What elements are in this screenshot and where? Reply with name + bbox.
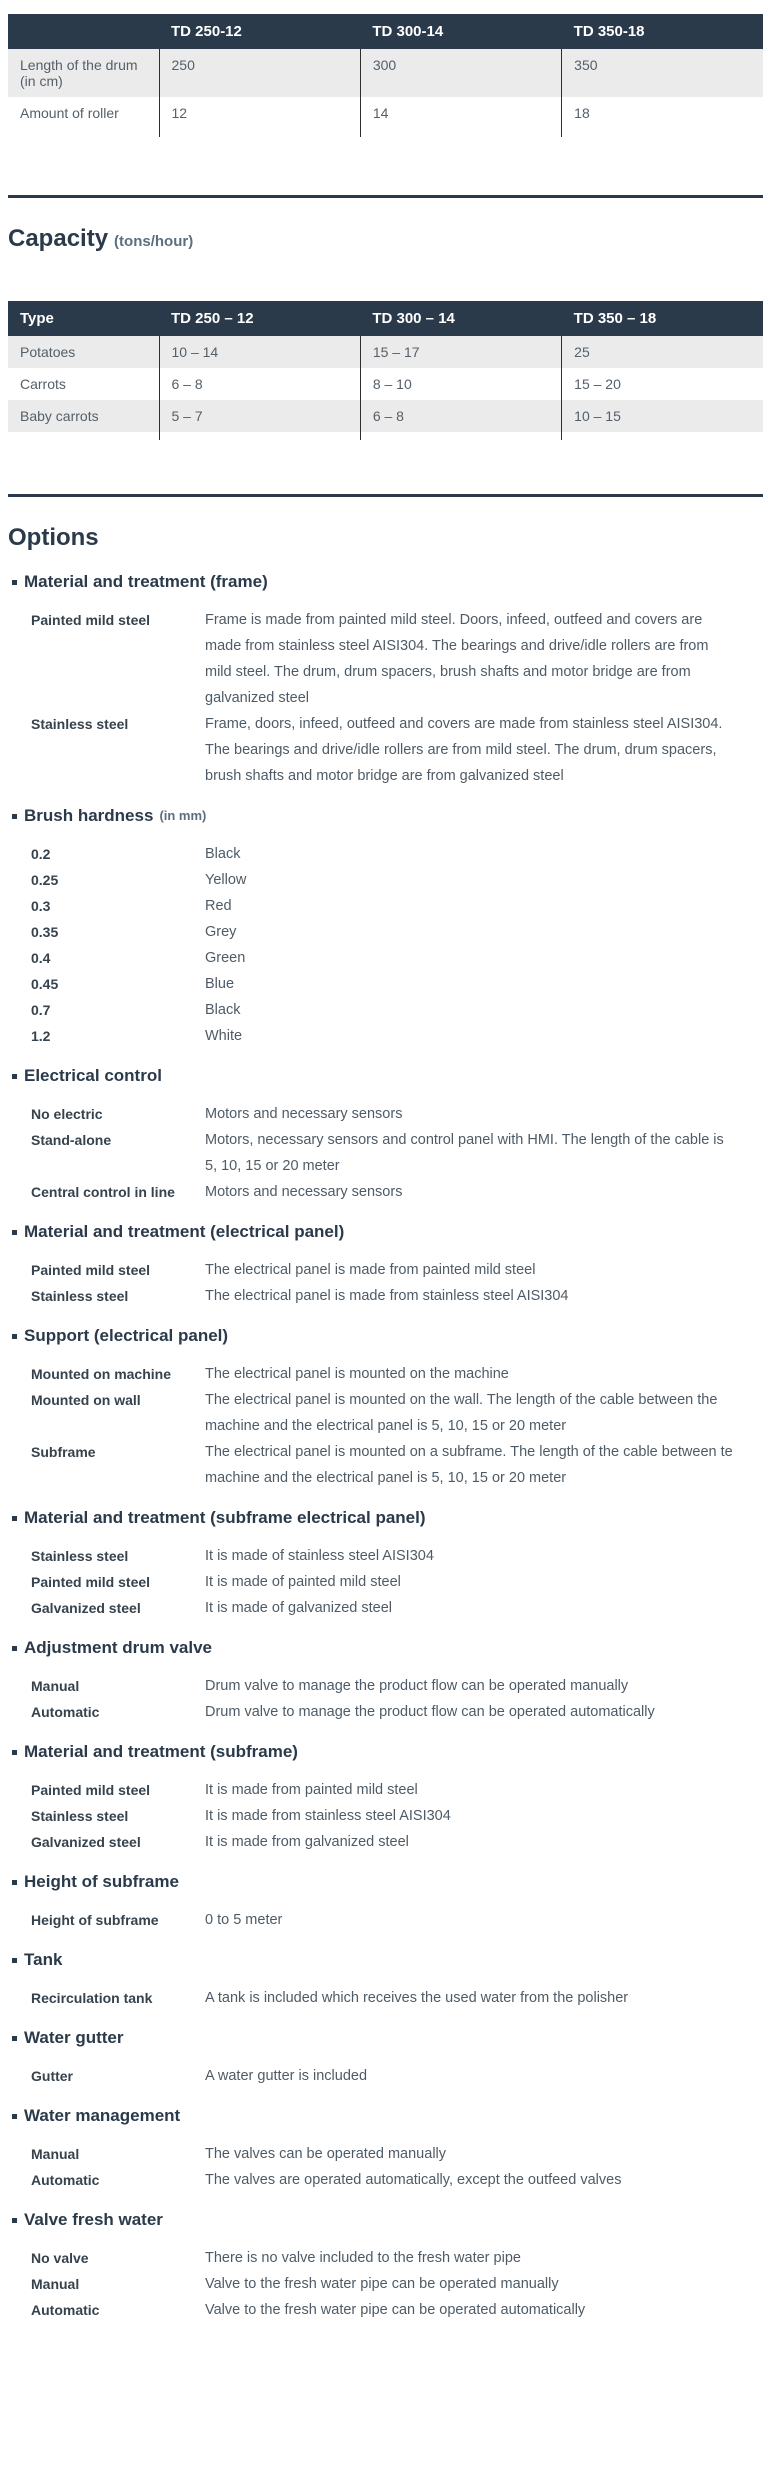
cell-value: 18 bbox=[562, 97, 763, 129]
option-section bbox=[8, 2027, 763, 2089]
option-name: Manual bbox=[31, 1678, 80, 1694]
column-header: TD 250-12 bbox=[159, 14, 360, 49]
option-description: There is no valve included to the fresh water pipe bbox=[205, 2250, 521, 2266]
capacity-table-body bbox=[8, 336, 763, 440]
option-name: 0.7 bbox=[31, 1002, 51, 1018]
cell-value: 25 bbox=[562, 336, 763, 368]
option-section-heading-text: Tank bbox=[24, 1950, 63, 1969]
cell-empty bbox=[159, 432, 360, 440]
option-section-heading-text: Material and treatment (frame) bbox=[24, 572, 268, 591]
option-name: Automatic bbox=[31, 1704, 100, 1720]
square-bullet-icon bbox=[12, 1880, 17, 1885]
option-section-unit-label: (in mm) bbox=[159, 808, 207, 823]
option-name: Subframe bbox=[31, 1444, 96, 1460]
cell-value: 5 – 7 bbox=[159, 400, 360, 432]
option-description: Black bbox=[205, 846, 241, 862]
option-name: Painted mild steel bbox=[31, 1782, 151, 1798]
option-section bbox=[8, 2209, 763, 2323]
option-section-heading bbox=[8, 1637, 763, 1659]
option-item-list bbox=[31, 1777, 763, 1855]
table-row bbox=[8, 336, 763, 368]
cell-value: 15 – 20 bbox=[562, 368, 763, 400]
option-item-list bbox=[31, 841, 763, 1049]
cell-value: 10 – 14 bbox=[159, 336, 360, 368]
option-description: A tank is included which receives the used water from the polisher bbox=[205, 1990, 629, 2006]
square-bullet-icon bbox=[12, 1516, 17, 1521]
square-bullet-icon bbox=[12, 2036, 17, 2041]
capacity-table-header-row bbox=[8, 301, 763, 336]
square-bullet-icon bbox=[12, 1074, 17, 1079]
option-name: Stainless steel bbox=[31, 1808, 129, 1824]
option-description: It is made from galvanized steel bbox=[205, 1834, 409, 1850]
option-section-heading-text: Material and treatment (subframe electrical panel) bbox=[24, 1508, 426, 1527]
option-description: Drum valve to manage the product flow can be operated automatically bbox=[205, 1704, 655, 1720]
option-name: Stainless steel bbox=[31, 1548, 129, 1564]
option-item-list bbox=[31, 1101, 763, 1205]
row-label: Baby carrots bbox=[20, 408, 99, 424]
option-section bbox=[8, 1741, 763, 1855]
option-section bbox=[8, 1221, 763, 1309]
option-name: 0.2 bbox=[31, 846, 51, 862]
cell-value: 250 bbox=[159, 49, 360, 97]
option-description: The electrical panel is mounted on the wall. The length of the cable between the machine and the electrical panel is 5, 10, 15 or 20 meter bbox=[205, 1392, 718, 1434]
spec-table-header-row bbox=[8, 14, 763, 49]
table-row bbox=[8, 368, 763, 400]
option-description: Blue bbox=[205, 976, 235, 992]
option-section bbox=[8, 1949, 763, 2011]
cell-empty bbox=[159, 129, 360, 137]
capacity-unit-label: (tons/hour) bbox=[114, 233, 194, 250]
option-name: Painted mild steel bbox=[31, 1574, 151, 1590]
option-section bbox=[8, 1065, 763, 1205]
option-name: No electric bbox=[31, 1106, 103, 1122]
option-section-heading-text: Material and treatment (electrical panel) bbox=[24, 1222, 345, 1241]
option-description: White bbox=[205, 1028, 243, 1044]
option-description: A water gutter is included bbox=[205, 2068, 368, 2084]
row-label: Amount of roller bbox=[20, 105, 119, 121]
option-name: Stainless steel bbox=[31, 716, 129, 732]
cell-value: 6 – 8 bbox=[360, 400, 561, 432]
option-section-heading-text: Electrical control bbox=[24, 1066, 162, 1085]
spec-table-body bbox=[8, 49, 763, 137]
square-bullet-icon bbox=[12, 580, 17, 585]
column-header: TD 350 – 18 bbox=[562, 301, 763, 336]
square-bullet-icon bbox=[12, 1334, 17, 1339]
cell-empty bbox=[562, 129, 763, 137]
option-description: The electrical panel is mounted on a subframe. The length of the cable between te machine and the electrical panel is 5, 10, 15 or 20 meter bbox=[205, 1444, 733, 1486]
option-section-heading bbox=[8, 1325, 763, 1347]
model-spec-table bbox=[8, 14, 763, 137]
square-bullet-icon bbox=[12, 1646, 17, 1651]
row-label: Potatoes bbox=[20, 344, 76, 360]
section-divider bbox=[8, 195, 763, 198]
cell-empty bbox=[562, 432, 763, 440]
option-item-list bbox=[31, 1543, 763, 1621]
option-section-heading bbox=[8, 1507, 763, 1529]
option-item-list bbox=[31, 1361, 763, 1491]
option-name: Stand-alone bbox=[31, 1132, 112, 1148]
option-description: Frame, doors, infeed, outfeed and covers are made from stainless steel AISI304. The bearings and drive/idle rollers are from mild steel. The drum, drum spacers, brush shafts and motor bridge are from galvanized steel bbox=[205, 716, 723, 784]
option-description: The electrical panel is made from painted mild steel bbox=[205, 1262, 536, 1278]
option-section bbox=[8, 1507, 763, 1621]
option-name: Painted mild steel bbox=[31, 612, 151, 628]
section-divider bbox=[8, 494, 763, 497]
cell-value: 12 bbox=[159, 97, 360, 129]
option-section-heading bbox=[8, 805, 763, 827]
square-bullet-icon bbox=[12, 814, 17, 819]
capacity-title-text: Capacity bbox=[8, 225, 109, 252]
capacity-table bbox=[8, 301, 763, 440]
row-label: Length of the drum (in cm) bbox=[20, 57, 138, 89]
option-item-list bbox=[31, 607, 763, 789]
option-description: Motors and necessary sensors bbox=[205, 1184, 403, 1200]
table-row bbox=[8, 97, 763, 129]
option-section-heading bbox=[8, 1065, 763, 1087]
row-label: Carrots bbox=[20, 376, 66, 392]
square-bullet-icon bbox=[12, 1750, 17, 1755]
option-description: Red bbox=[205, 898, 232, 914]
option-section-heading-text: Adjustment drum valve bbox=[24, 1638, 212, 1657]
option-section-heading-text: Water gutter bbox=[24, 2028, 124, 2047]
option-name: Galvanized steel bbox=[31, 1600, 141, 1616]
option-description: It is made from stainless steel AISI304 bbox=[205, 1808, 451, 1824]
option-description: The valves can be operated manually bbox=[205, 2146, 447, 2162]
option-name: 0.35 bbox=[31, 924, 59, 940]
option-section bbox=[8, 805, 763, 1049]
square-bullet-icon bbox=[12, 1230, 17, 1235]
column-header: TD 300-14 bbox=[360, 14, 561, 49]
cell-value: 14 bbox=[360, 97, 561, 129]
option-section bbox=[8, 1637, 763, 1725]
capacity-title bbox=[8, 224, 763, 257]
option-description: It is made of painted mild steel bbox=[205, 1574, 401, 1590]
cell-empty bbox=[360, 129, 561, 137]
option-description: Motors and necessary sensors bbox=[205, 1106, 403, 1122]
spec-sheet bbox=[0, 14, 771, 2323]
option-description: Grey bbox=[205, 924, 237, 940]
column-rule-extension bbox=[8, 129, 763, 137]
option-section-heading-text: Height of subframe bbox=[24, 1872, 179, 1891]
option-description: The valves are operated automatically, except the outfeed valves bbox=[205, 2172, 622, 2188]
cell-value: 10 – 15 bbox=[562, 400, 763, 432]
option-section-heading bbox=[8, 1221, 763, 1243]
option-name: No valve bbox=[31, 2250, 89, 2266]
option-description: Drum valve to manage the product flow can be operated manually bbox=[205, 1678, 629, 1694]
cell-value: 300 bbox=[360, 49, 561, 97]
option-name: Galvanized steel bbox=[31, 1834, 141, 1850]
cell-value: 15 – 17 bbox=[360, 336, 561, 368]
column-header: TD 250 – 12 bbox=[159, 301, 360, 336]
option-name: Mounted on machine bbox=[31, 1366, 171, 1382]
option-description: Valve to the fresh water pipe can be operated automatically bbox=[205, 2302, 586, 2318]
option-name: Stainless steel bbox=[31, 1288, 129, 1304]
option-section-heading-text: Water management bbox=[24, 2106, 181, 2125]
option-item-list bbox=[31, 1673, 763, 1725]
column-rule-extension bbox=[8, 432, 763, 440]
cell-empty bbox=[8, 129, 159, 137]
option-name: Central control in line bbox=[31, 1184, 175, 1200]
option-section-heading bbox=[8, 2027, 763, 2049]
cell-value: 6 – 8 bbox=[159, 368, 360, 400]
option-section-heading-text: Valve fresh water bbox=[24, 2210, 163, 2229]
option-name: Automatic bbox=[31, 2172, 100, 2188]
option-description: The electrical panel is mounted on the machine bbox=[205, 1366, 509, 1382]
option-section-heading bbox=[8, 1741, 763, 1763]
column-header bbox=[8, 14, 159, 49]
option-item-list bbox=[31, 2141, 763, 2193]
table-row bbox=[8, 49, 763, 97]
square-bullet-icon bbox=[12, 2114, 17, 2119]
option-description: Yellow bbox=[205, 872, 247, 888]
option-name: Gutter bbox=[31, 2068, 73, 2084]
option-description: Valve to the fresh water pipe can be operated manually bbox=[205, 2276, 559, 2292]
option-description: Frame is made from painted mild steel. Doors, infeed, outfeed and covers are made from stainless steel AISI304. The bearings and drive/idle rollers are from mild steel. The drum, drum spacers, brush shafts and motor bridge are from galvanized steel bbox=[205, 612, 709, 706]
option-section bbox=[8, 571, 763, 789]
option-description: Motors, necessary sensors and control panel with HMI. The length of the cable is 5, 10, 15 or 20 meter bbox=[205, 1132, 724, 1174]
option-section-heading bbox=[8, 1871, 763, 1893]
column-header: TD 350-18 bbox=[562, 14, 763, 49]
option-section-heading bbox=[8, 1949, 763, 1971]
option-section-heading-text: Brush hardness bbox=[24, 806, 154, 825]
option-item-list bbox=[31, 2245, 763, 2323]
option-name: 0.3 bbox=[31, 898, 51, 914]
column-header: TD 300 – 14 bbox=[360, 301, 561, 336]
option-description: It is made from painted mild steel bbox=[205, 1782, 418, 1798]
option-name: 0.45 bbox=[31, 976, 59, 992]
option-name: Painted mild steel bbox=[31, 1262, 151, 1278]
option-section bbox=[8, 1325, 763, 1491]
square-bullet-icon bbox=[12, 2218, 17, 2223]
cell-value: 350 bbox=[562, 49, 763, 97]
option-section-heading bbox=[8, 2209, 763, 2231]
option-section-heading bbox=[8, 2105, 763, 2127]
option-description: The electrical panel is made from stainless steel AISI304 bbox=[205, 1288, 569, 1304]
option-section bbox=[8, 2105, 763, 2193]
option-name: 0.4 bbox=[31, 950, 51, 966]
option-item-list bbox=[31, 1985, 763, 2011]
cell-empty bbox=[360, 432, 561, 440]
option-description: 0 to 5 meter bbox=[205, 1912, 283, 1928]
option-section-heading-text: Support (electrical panel) bbox=[24, 1326, 229, 1345]
option-section-heading bbox=[8, 571, 763, 593]
option-name: 1.2 bbox=[31, 1028, 51, 1044]
option-name: Height of subframe bbox=[31, 1912, 159, 1928]
option-name: Manual bbox=[31, 2276, 80, 2292]
option-section-heading-text: Material and treatment (subframe) bbox=[24, 1742, 298, 1761]
option-item-list bbox=[31, 1257, 763, 1309]
option-name: Manual bbox=[31, 2146, 80, 2162]
option-description: Black bbox=[205, 1002, 241, 1018]
option-name: Automatic bbox=[31, 2302, 100, 2318]
option-description: It is made of stainless steel AISI304 bbox=[205, 1548, 434, 1564]
options-section-list bbox=[8, 571, 763, 2323]
cell-empty bbox=[8, 432, 159, 440]
option-item-list bbox=[31, 1907, 763, 1933]
options-title: Options bbox=[8, 524, 99, 551]
option-description: Green bbox=[205, 950, 246, 966]
option-name: Recirculation tank bbox=[31, 1990, 153, 2006]
square-bullet-icon bbox=[12, 1958, 17, 1963]
option-name: Mounted on wall bbox=[31, 1392, 141, 1408]
option-name: 0.25 bbox=[31, 872, 59, 888]
option-item-list bbox=[31, 2063, 763, 2089]
option-section bbox=[8, 1871, 763, 1933]
cell-value: 8 – 10 bbox=[360, 368, 561, 400]
option-description: It is made of galvanized steel bbox=[205, 1600, 392, 1616]
column-header: Type bbox=[8, 301, 159, 336]
table-row bbox=[8, 400, 763, 432]
